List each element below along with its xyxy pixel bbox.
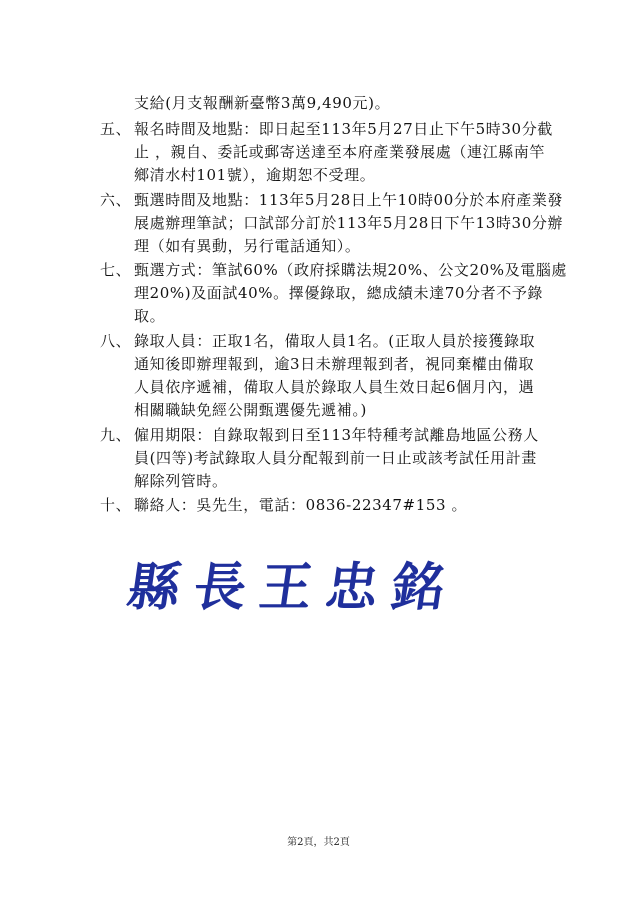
item-6-line-1: 甄選時間及地點：113年5月28日上午10時00分於本府產業發	[134, 191, 564, 209]
item-9-line-2: 員(四等)考試錄取人員分配報到前一日止或該考試任用計畫	[134, 449, 537, 467]
item-6-line-2: 展處辦理筆試；口試部分訂於113年5月28日下午13時30分辦	[134, 214, 564, 232]
item-9-line-1: 僱用期限：自錄取報到日至113年特種考試離島地區公務人	[134, 426, 539, 444]
item-5-number: 五、	[100, 120, 132, 138]
signature-text: 縣長王忠銘	[123, 557, 463, 618]
signature-stamp	[123, 548, 463, 628]
page-footer: 第2頁，共2頁	[287, 837, 350, 848]
item-8-line-2: 通知後即辦理報到，逾3日未辦理報到者，視同棄權由備取	[134, 355, 535, 373]
item-8-line-1: 錄取人員：正取1名，備取人員1名。(正取人員於接獲錄取	[134, 332, 536, 350]
item-7-number: 七、	[100, 261, 132, 279]
item-7-line-2: 理20%)及面試40%。擇優錄取，總成績未達70分者不予錄	[134, 284, 544, 302]
item-9-number: 九、	[100, 426, 132, 444]
item-6-line-3: 理（如有異動，另行電話通知）。	[134, 237, 361, 255]
item-8-number: 八、	[100, 332, 132, 350]
item-5-line-1: 報名時間及地點：即日起至113年5月27日止下午5時30分截	[134, 120, 553, 138]
item-6-number: 六、	[100, 191, 132, 209]
item-7-line-1: 甄選方式：筆試60%（政府採購法規20%、公文20%及電腦處	[134, 261, 568, 279]
intro-line: 支給(月支報酬新臺幣3萬9,490元)。	[134, 94, 391, 112]
item-10-number: 十、	[100, 496, 132, 514]
item-5-line-3: 鄉清水村101號），逾期恕不受理。	[134, 166, 376, 184]
item-5-line-2: 止 ，親自、委託或郵寄送達至本府產業發展處（連江縣南竿	[134, 143, 545, 161]
item-7-line-3: 取。	[134, 307, 166, 325]
item-10-line-1: 聯絡人：吳先生，電話：0836-22347#153 。	[134, 496, 468, 514]
item-8-line-4: 相關職缺免經公開甄選優先遞補。)	[134, 401, 367, 419]
item-9-line-3: 解除列管時。	[134, 472, 228, 490]
item-8-line-3: 人員依序遞補，備取人員於錄取人員生效日起6個月內，遇	[134, 378, 535, 396]
